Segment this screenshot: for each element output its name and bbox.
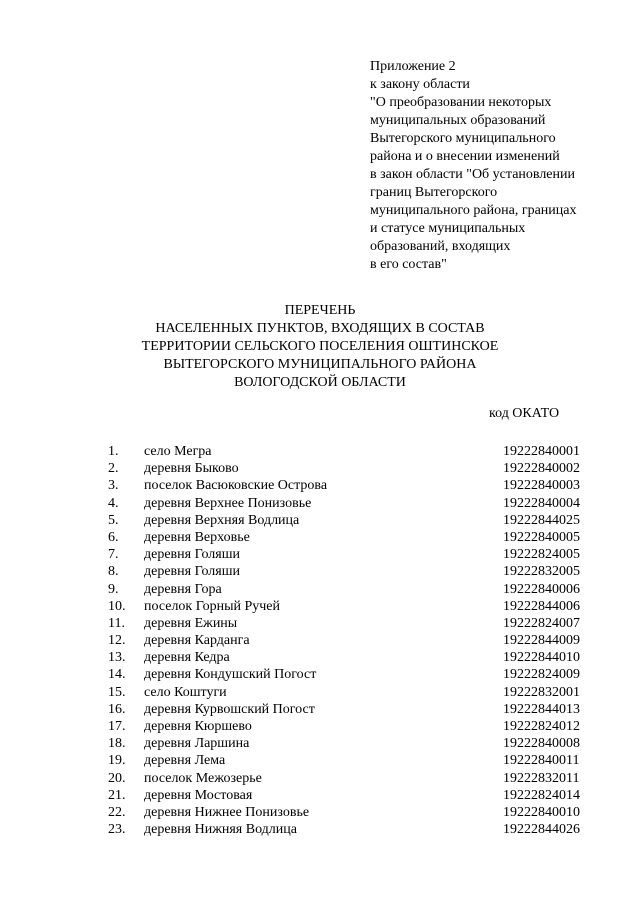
item-number: 13. (108, 650, 126, 666)
appendix-line: муниципального района, границах (370, 203, 577, 218)
list-item (0, 598, 640, 615)
okato-code: 19222832011 (503, 770, 580, 786)
item-number: 14. (108, 667, 126, 683)
settlement-name: деревня Верхняя Водлица (144, 512, 300, 528)
settlement-name: поселок Горный Ручей (144, 598, 281, 614)
item-number: 19. (108, 753, 126, 769)
list-item (0, 649, 640, 666)
list-item (0, 752, 640, 769)
settlement-name: деревня Ежины (144, 615, 238, 631)
document-title (0, 302, 640, 392)
list-item (0, 443, 640, 460)
title-line: ВЫТЕГОРСКОГО МУНИЦИПАЛЬНОГО РАЙОНА (163, 357, 477, 372)
item-number: 22. (108, 804, 126, 820)
settlement-name: деревня Кедра (144, 650, 230, 666)
okato-code: 19222844010 (503, 650, 580, 666)
list-item (0, 632, 640, 649)
list-item (0, 615, 640, 632)
appendix-line: к закону области (370, 77, 470, 92)
settlement-name: деревня Мостовая (144, 787, 253, 803)
settlement-name: деревня Лема (144, 753, 226, 769)
appendix-line: "О преобразовании некоторых (370, 95, 552, 110)
appendix-line: и статусе муниципальных (370, 221, 526, 236)
settlement-list (0, 443, 640, 838)
okato-code: 19222840001 (503, 444, 580, 459)
okato-code: 19222840010 (503, 804, 580, 820)
appendix-line: в закон области "Об установлении (370, 167, 575, 182)
settlement-name: деревня Курвошский Погост (144, 701, 315, 717)
appendix-line: района и о внесении изменений (370, 149, 560, 164)
title-line: ВОЛОГОДСКОЙ ОБЛАСТИ (234, 375, 406, 390)
okato-code: 19222840011 (503, 753, 580, 769)
okato-code: 19222844006 (503, 598, 580, 614)
item-number: 7. (108, 547, 119, 563)
okato-column-label: код ОКАТО (489, 406, 560, 421)
okato-code: 19222840002 (503, 461, 580, 477)
settlement-name: деревня Верхнее Понизовье (144, 495, 312, 511)
okato-code: 19222840008 (503, 736, 580, 752)
list-item (0, 701, 640, 718)
list-item (0, 495, 640, 512)
okato-code: 19222840005 (503, 529, 580, 545)
settlement-name: деревня Нижняя Водлица (144, 822, 297, 838)
item-number: 20. (108, 770, 126, 786)
item-number: 9. (108, 581, 119, 597)
settlement-name: деревня Ларшина (144, 736, 250, 752)
okato-code: 19222844009 (503, 633, 580, 649)
settlement-name: поселок Межозерье (144, 770, 262, 786)
settlement-name: деревня Нижнее Понизовье (144, 804, 310, 820)
item-number: 11. (108, 615, 125, 631)
list-item (0, 718, 640, 735)
list-item (0, 804, 640, 821)
list-item (0, 512, 640, 529)
list-item (0, 821, 640, 838)
item-number: 3. (108, 478, 119, 494)
title-line: НАСЕЛЕННЫХ ПУНКТОВ, ВХОДЯЩИХ В СОСТАВ (155, 321, 485, 336)
item-number: 12. (108, 633, 126, 649)
item-number: 1. (108, 444, 119, 459)
item-number: 10. (108, 598, 126, 614)
appendix-line: в его состав" (370, 257, 447, 272)
list-item (0, 735, 640, 752)
okato-code: 19222832001 (503, 684, 580, 700)
item-number: 15. (108, 684, 126, 700)
list-item (0, 529, 640, 546)
settlement-name: деревня Кондушский Погост (144, 667, 317, 683)
settlement-name: село Мегра (144, 444, 212, 459)
appendix-header (370, 58, 632, 274)
list-item (0, 477, 640, 494)
okato-code: 19222832005 (503, 564, 580, 580)
settlement-name: поселок Васюковские Острова (144, 478, 328, 494)
item-number: 21. (108, 787, 126, 803)
item-number: 6. (108, 529, 119, 545)
item-number: 17. (108, 719, 126, 734)
okato-code: 19222824014 (503, 787, 580, 803)
okato-code: 19222840004 (503, 495, 580, 511)
okato-code: 19222824009 (503, 667, 580, 683)
list-item (0, 787, 640, 804)
item-number: 4. (108, 495, 119, 511)
okato-code: 19222840006 (503, 581, 580, 597)
okato-code: 19222844013 (503, 701, 580, 717)
appendix-line: Приложение 2 (370, 59, 456, 74)
title-line: ПЕРЕЧЕНЬ (284, 303, 356, 318)
list-item (0, 666, 640, 683)
item-number: 5. (108, 512, 119, 528)
item-number: 16. (108, 701, 126, 717)
appendix-line: границ Вытегорского (370, 185, 498, 200)
appendix-line: муниципальных образований (370, 113, 546, 128)
okato-code: 19222844026 (503, 822, 580, 838)
appendix-line: Вытегорского муниципального (370, 131, 556, 146)
settlement-name: деревня Кюршево (144, 719, 252, 734)
settlement-name: деревня Гора (144, 581, 222, 597)
settlement-name: деревня Верховье (144, 529, 250, 545)
appendix-line: образований, входящих (370, 239, 511, 254)
item-number: 2. (108, 461, 119, 477)
okato-code: 19222844025 (503, 512, 580, 528)
settlement-name: деревня Карданга (144, 633, 250, 649)
title-line: ТЕРРИТОРИИ СЕЛЬСКОГО ПОСЕЛЕНИЯ ОШТИНСКОЕ (141, 339, 499, 354)
item-number: 18. (108, 736, 126, 752)
list-item (0, 546, 640, 563)
list-item (0, 684, 640, 701)
settlement-name: деревня Голяши (144, 564, 240, 580)
list-item (0, 460, 640, 477)
list-item (0, 581, 640, 598)
list-item (0, 770, 640, 787)
settlement-name: деревня Голяши (144, 547, 240, 563)
okato-code: 19222840003 (503, 478, 580, 494)
okato-code: 19222824005 (503, 547, 580, 563)
settlement-name: село Коштуги (144, 684, 227, 700)
settlement-name: деревня Быково (144, 461, 239, 477)
item-number: 8. (108, 564, 119, 580)
item-number: 23. (108, 822, 126, 838)
list-item (0, 563, 640, 580)
okato-code: 19222824007 (503, 615, 580, 631)
okato-code: 19222824012 (503, 719, 580, 734)
